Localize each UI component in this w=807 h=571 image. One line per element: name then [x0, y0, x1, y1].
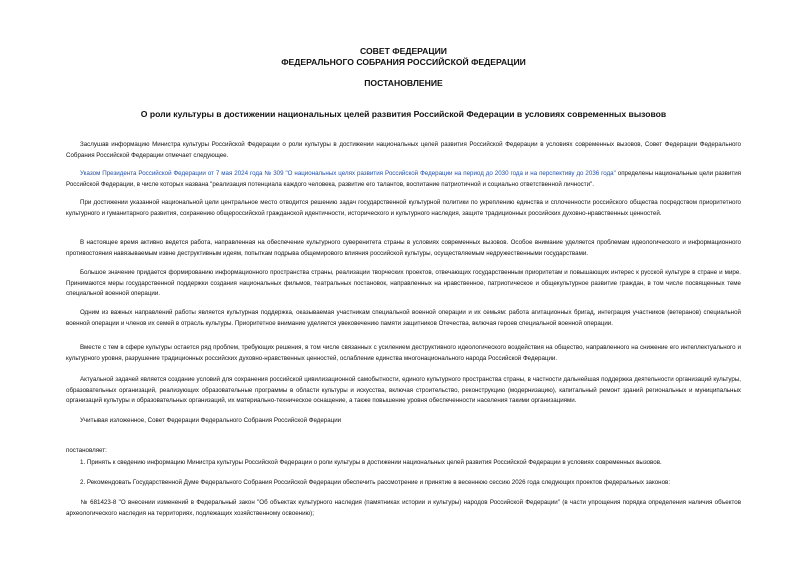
- paragraph-text: Учитывая изложенное, Совет Федерации Федерального Собрания Российской Федерации: [80, 417, 342, 424]
- paragraph: [66, 140, 741, 161]
- paragraph-text: Одним из важных направлений работы является культурная поддержка, оказываемая участникам специальной военной операции и их семьям: работа агитационных бригад, интеграция участников (ветеранов) специальной военной операции и членов их семей в отрасль культуры. Приоритетное внимание уделяется увековечению памяти защитников Отечества, включая героев специальной военной операции.: [66, 309, 741, 327]
- resolution-item-2-subitem: [66, 498, 741, 519]
- paragraph-text: В настоящее время активно ведется работа, направленная на обеспечение культурного суверенитета страны в условиях современных вызовов. Особое внимание уделяется проблемам идеологического и информационного противостояния навязываемым извне деструктивным идеям, попыткам подрыва общемирового влияния российской культуры, осуществляемым недружественными государствами.: [66, 239, 741, 257]
- paragraph: [66, 268, 741, 300]
- paragraph: [66, 308, 741, 329]
- paragraph-text: Большое значение придается формированию информационного пространства страны, реализации творческих проектов, отвечающих государственным приоритетам и повышающих интерес к русской культуре в стране и мире. Принимаются меры государственной поддержки создания национальных фильмов, театральных постановок, направленных на нравственное, патриотическое и общекультурное развитие граждан, в том числе посвященных теме специальной военной операции.: [66, 269, 741, 297]
- paragraph: [66, 343, 741, 364]
- paragraph-text: 2. Рекомендовать Государственной Думе Федерального Собрания Российской Федерации обеспечить рассмотрение и принятие в весеннюю сессию 2026 года следующих проектов федеральных законов:: [80, 479, 671, 486]
- paragraph-text: Вместе с тем в сфере культуры остается ряд проблем, требующих решения, в том числе связанных с усилением деструктивного идеологического воздействия на общество, направленного на снижение его интеллектуального и культурного уровня, разрушение традиционных российских духовно-нравственных ценностей, ослабление единства многонационального народа Российской Федерации.: [66, 344, 741, 362]
- paragraph: [66, 238, 741, 259]
- paragraph-text: 1. Принять к сведению информацию Министра культуры Российской Федерации о роли культуры в достижении национальных целей развития Российской Федерации в условиях современных вызовов.: [80, 459, 662, 466]
- paragraph-text: № 681423-8 "О внесении изменений в Федеральный закон "Об объектах культурного наследия (памятниках истории и культуры) народов Российской Федерации" (в части упрощения порядка определения наличия объектов археологического наследия на территориях, подлежащих хозяйственному освоению);: [66, 499, 741, 517]
- org-name-line2: ФЕДЕРАЛЬНОГО СОБРАНИЯ РОССИЙСКОЙ ФЕДЕРАЦИИ: [281, 57, 526, 67]
- paragraph: [66, 198, 741, 219]
- paragraph-text: При достижении указанной национальной цели центральное место отводится решению задач государственной культурной политики по укреплению единства и сплоченности российского общества посредством приоритетного культурного и гуманитарного развития, сохранению общероссийской гражданской идентичности, исторического и культурного наследия, защите традиционных российских духовно-нравственных ценностей.: [66, 199, 741, 217]
- document-type: ПОСТАНОВЛЕНИЕ: [364, 78, 443, 88]
- document-title: О роли культуры в достижении национальных целей развития Российской Федерации в условиях современных вызовов: [140, 109, 667, 119]
- paragraph-text: определены национальные цели развития Российской Федерации, в числе которых названа "реализация потенциала каждого человека, развитие его талантов, воспитание патриотичной и социально ответственной личности".: [66, 170, 741, 188]
- resolution-item-2: [66, 478, 741, 489]
- paragraph: [66, 169, 741, 190]
- decree-link[interactable]: Указом Президента Российской Федерации от 7 мая 2024 года № 309 "О национальных целях развития Российской Федерации на период до 2030 года и на перспективу до 2036 года": [80, 170, 616, 177]
- paragraph-text: Заслушав информацию Министра культуры Российской Федерации о роли культуры в достижении национальных целей развития Российской Федерации в условиях современных вызовов, Совет Федерации Федерального Собрания Российской Федерации отмечает следующее.: [66, 141, 741, 159]
- paragraph: [66, 375, 741, 407]
- paragraph-text: Актуальной задачей является создание условий для сохранения российской цивилизационной самобытности, единого культурного пространства страны, в частности дальнейшая поддержка деятельности организаций культуры, образовательных организаций, реализующих образовательные программы в области культуры и искусства, включая строительство, реконструкцию (модернизацию), капитальный ремонт зданий региональных и муниципальных организаций культуры и образовательных организаций, их материально-техническое оснащение, а также повышение уровня обеспеченности населения такими организациями.: [66, 376, 741, 404]
- org-name-line1: СОВЕТ ФЕДЕРАЦИИ: [360, 46, 447, 56]
- resolution-item-1: [66, 458, 741, 469]
- resolves-label: постановляет:: [66, 447, 107, 454]
- paragraph: [66, 416, 741, 427]
